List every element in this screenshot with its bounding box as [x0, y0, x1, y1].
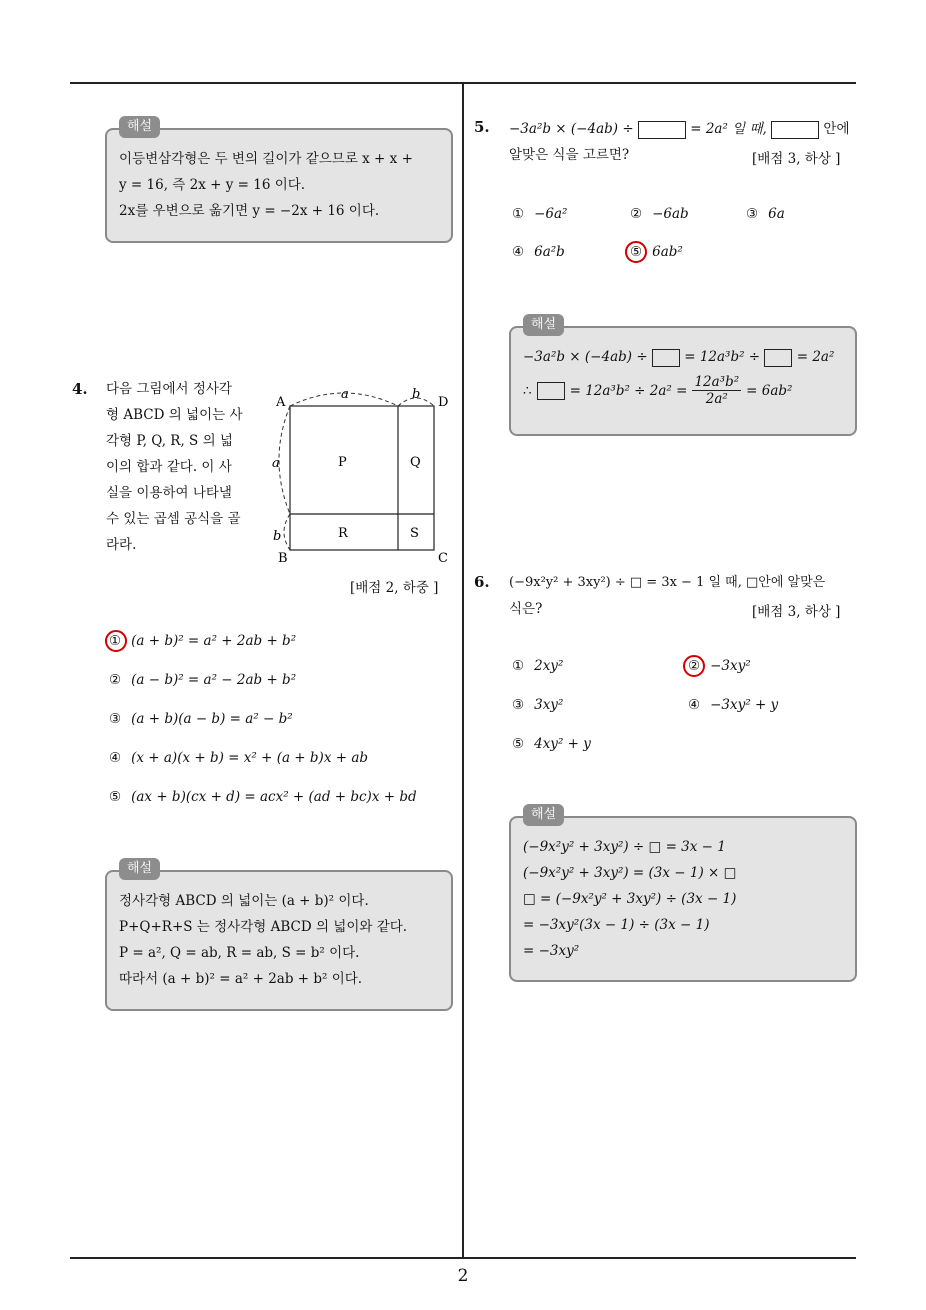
- solution-line: □ = (−9x²y² + 3xy²) ÷ (3x − 1): [523, 891, 737, 907]
- side-label-a: a: [272, 456, 280, 471]
- question-line: 다음 그림에서 정사각: [106, 381, 232, 397]
- corner-label-c: C: [438, 551, 448, 566]
- question-4-text: [106, 376, 266, 558]
- choice-5[interactable]: ⑤ 4xy² + y: [512, 736, 591, 752]
- region-s: S: [410, 526, 419, 541]
- solution-line: = −3xy²(3x − 1) ÷ (3x − 1): [523, 917, 710, 933]
- brace-left-b: [284, 514, 290, 550]
- question-text: 안에: [823, 121, 850, 137]
- expression: −3a²b × (−4ab) ÷: [509, 121, 634, 137]
- solution-line: P = a², Q = ab, R = ab, S = b² 이다.: [119, 945, 360, 961]
- question-6-line-2: 식은?: [509, 601, 543, 617]
- region-p: P: [338, 455, 347, 470]
- question-number: 4.: [72, 380, 88, 398]
- corner-label-d: D: [438, 395, 449, 410]
- solution-line: = −3xy²: [523, 943, 580, 959]
- side-label-b: b: [273, 529, 282, 544]
- blank-box: [537, 382, 565, 400]
- choice-4[interactable]: ④ −3xy² + y: [688, 697, 779, 713]
- solution-line: 따라서 (a + b)² = a² + 2ab + b² 이다.: [119, 971, 363, 987]
- solution-tag: 해설: [119, 858, 160, 880]
- solution-line: −3a²b × (−4ab) ÷ = 12a³b² ÷ = 2a²: [523, 349, 835, 365]
- blank-box: [652, 349, 680, 367]
- choice-5[interactable]: ⑤ (ax + b)(cx + d) = acx² + (ad + bc)x + bd: [109, 789, 417, 805]
- solution-line: (−9x²y² + 3xy²) = (3x − 1) × □: [523, 865, 737, 881]
- solution-box-5: [509, 317, 857, 436]
- solution-line: (−9x²y² + 3xy²) ÷ □ = 3x − 1: [523, 839, 726, 855]
- question-number: 5.: [474, 118, 490, 136]
- question-line: 형 ABCD 의 넓이는 사: [106, 407, 243, 423]
- score-label: [배점 3, 하상 ]: [752, 604, 841, 620]
- choice-3[interactable]: ③ (a + b)(a − b) = a² − b²: [109, 711, 293, 727]
- question-5-line-1: [509, 116, 850, 142]
- fraction: $\frac{\text{12a³b²}}{\text{2a²}}$: [694, 374, 740, 407]
- choice-1[interactable]: ① (a + b)² = a² + 2ab + b²: [109, 633, 297, 649]
- page-number: 2: [457, 1266, 469, 1286]
- region-q: Q: [410, 455, 421, 470]
- solution-line: P+Q+R+S 는 정사각형 ABCD 의 넓이와 같다.: [119, 919, 408, 935]
- solution-tag: 해설: [523, 314, 564, 336]
- expression: = 2a² 일 때,: [690, 121, 767, 137]
- question-number: 6.: [474, 573, 490, 591]
- solution-box-4: [105, 861, 453, 1011]
- solution-line: 정사각형 ABCD 의 넓이는 (a + b)² 이다.: [119, 893, 369, 909]
- question-line: 라라.: [106, 537, 137, 553]
- choice-3[interactable]: ③ 3xy²: [512, 697, 564, 713]
- choice-2[interactable]: ② −3xy²: [688, 658, 751, 674]
- solution-box-3: [105, 119, 453, 243]
- choice-2[interactable]: ② (a − b)² = a² − 2ab + b²: [109, 672, 297, 688]
- choice-5[interactable]: ⑤ 6ab²: [630, 244, 683, 260]
- blank-box: [771, 121, 819, 139]
- choice-1[interactable]: ① −6a²: [512, 206, 568, 222]
- choice-3[interactable]: ③ 6a: [746, 206, 785, 222]
- region-r: R: [338, 526, 348, 541]
- column-divider: [462, 82, 464, 1258]
- blank-box: [638, 121, 686, 139]
- choice-4[interactable]: ④ 6a²b: [512, 244, 565, 260]
- solution-tag: 해설: [523, 804, 564, 826]
- corner-label-a: A: [276, 395, 286, 410]
- top-label-b: b: [412, 387, 421, 402]
- score-label: [배점 3, 하상 ]: [752, 151, 841, 167]
- solution-line: 2x를 우변으로 옮기면 y = −2x + 16 이다.: [119, 203, 380, 219]
- choice-1[interactable]: ① 2xy²: [512, 658, 564, 674]
- question-line: 실을 이용하여 나타낼: [106, 485, 232, 501]
- choice-2[interactable]: ② −6ab: [630, 206, 689, 222]
- question-6-line-1: (−9x²y² + 3xy²) ÷ □ = 3x − 1 일 때, □안에 알맞은: [509, 575, 826, 590]
- question-line: 수 있는 곱셈 공식을 골: [106, 511, 241, 527]
- solution-tag: 해설: [119, 116, 160, 138]
- solution-box-6: [509, 807, 857, 982]
- question-line: 각형 P, Q, R, S 의 넓: [106, 433, 233, 449]
- top-label-a: a: [341, 387, 349, 402]
- solution-line: ∴ = 12a³b² ÷ 2a² = $\frac{\text{12a³b²}}{\text{2a²}}$ = 6ab²: [523, 374, 793, 407]
- blank-box: [764, 349, 792, 367]
- solution-line: y = 16, 즉 2x + y = 16 이다.: [119, 177, 306, 193]
- choice-4[interactable]: ④ (x + a)(x + b) = x² + (a + b)x + ab: [109, 750, 369, 766]
- corner-label-b: B: [278, 551, 288, 566]
- solution-line: 이등변삼각형은 두 변의 길이가 같으므로 x + x +: [119, 151, 413, 167]
- score-label: [배점 2, 하중 ]: [350, 580, 439, 596]
- brace-left-a: [279, 406, 290, 514]
- question-line: 이의 합과 같다. 이 사: [106, 459, 232, 475]
- question-5-line-2: 알맞은 식을 고르면?: [509, 147, 630, 163]
- square-figure: [268, 380, 458, 570]
